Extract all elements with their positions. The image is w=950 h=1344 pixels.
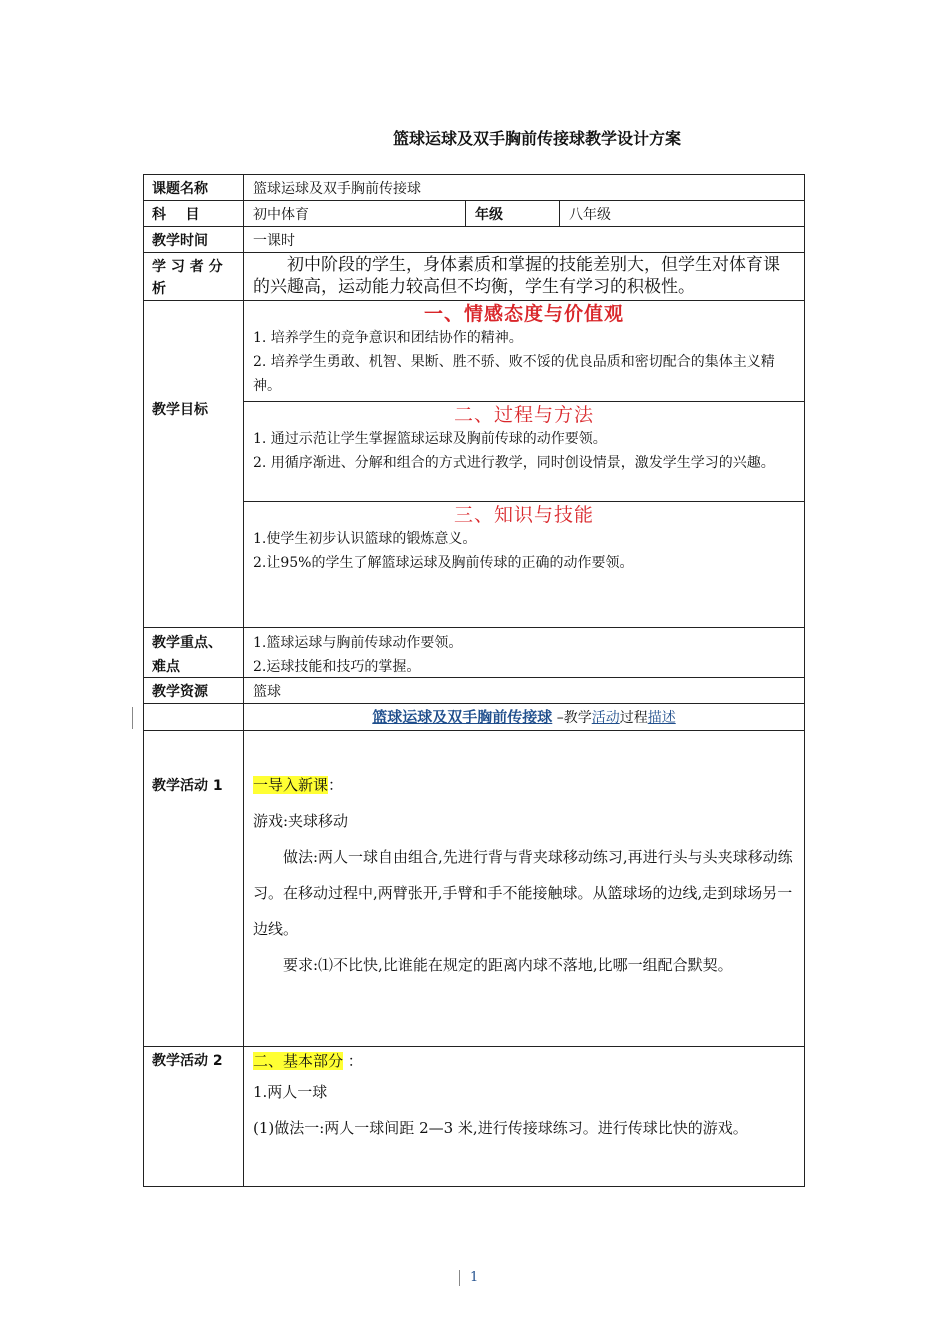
value-topic: 篮球运球及双手胸前传接球 (253, 181, 421, 197)
row-keypoints (143, 628, 805, 678)
label-grade: 年级 (466, 201, 560, 226)
process-link-activity[interactable]: 活动 (591, 710, 620, 726)
row-learner (143, 253, 805, 301)
goals-sec2-item: 1. 通过示范让学生掌握篮球运球及胸前传球的动作要领。 (253, 431, 607, 447)
document-title: 篮球运球及双手胸前传接球教学设计方案 (393, 129, 682, 148)
goals-sec2-item: 2. 用循序渐进、分解和组合的方式进行教学，同时创设情景，激发学生学习的兴趣。 (253, 455, 775, 471)
row-resources (143, 678, 805, 704)
process-title[interactable]: 篮球运球及双手胸前传接球 (372, 708, 553, 726)
label-resources: 教学资源 (144, 678, 244, 703)
row-subject (143, 201, 805, 227)
label-activity1: 教学活动 1 (144, 731, 244, 1046)
value-keypoints (244, 628, 804, 677)
label-learner-line2: 析 (152, 281, 166, 297)
goals-sec2 (244, 402, 804, 502)
goals-sec3-item: 1.使学生初步认识篮球的锻炼意义。 (253, 531, 477, 547)
row-activity2 (143, 1047, 805, 1187)
label-topic: 课题名称 (144, 175, 244, 200)
activity2-heading (253, 1047, 795, 1074)
activity1-heading-text: 一导入新课 (253, 776, 329, 794)
label-learner-line1: 学 习 者 分 (152, 259, 223, 275)
activity2-heading-colon: ： (343, 1052, 363, 1070)
label-goals: 教学目标 (144, 301, 244, 627)
process-dash: –教学 (552, 710, 592, 726)
goals-sec3-title: 三、知识与技能 (453, 504, 594, 526)
activity1-heading (253, 767, 795, 803)
label-process-empty (144, 704, 244, 730)
page-number: 1 (470, 1270, 479, 1285)
goals-sec1 (244, 301, 804, 402)
row-goals (143, 301, 805, 628)
process-header (244, 704, 804, 730)
value-activity1 (244, 731, 804, 1046)
value-activity2 (244, 1047, 804, 1186)
activity1-heading-colon: ： (328, 776, 344, 794)
row-process-header (143, 704, 805, 731)
label-subject: 科 目 (144, 201, 244, 226)
goals-sec1-item: 1. 培养学生的竞争意识和团结协作的精神。 (253, 330, 523, 346)
row-activity1 (143, 731, 805, 1047)
goals-sec3 (244, 502, 804, 627)
process-link-description[interactable]: 描述 (647, 710, 676, 726)
goals-sec3-item: 2.让95%的学生了解篮球运球及胸前传球的正确的动作要领。 (253, 555, 634, 571)
label-learner (144, 253, 244, 300)
goals-sec2-title: 二、过程与方法 (453, 404, 594, 426)
activity1-game: 游戏:夹球移动 (253, 812, 349, 830)
goals-sec1-item: 2. 培养学生勇敢、机智、果断、胜不骄、败不馁的优良品质和密切配合的集体主义精神。 (253, 354, 775, 394)
row-time (143, 227, 805, 253)
label-time: 教学时间 (144, 227, 244, 252)
process-word: 过程 (619, 710, 648, 726)
keypoint-item: 1.篮球运球与胸前传球动作要领。 (253, 635, 463, 651)
row-topic (143, 174, 805, 201)
activity2-line2: (1)做法一:两人一球间距 2—3 米,进行传接球练习。进行传球比快的游戏。 (253, 1119, 748, 1137)
value-subject: 初中体育 (244, 201, 466, 226)
label-keypoints-line1: 教学重点、 (152, 635, 222, 651)
margin-marker (132, 707, 133, 729)
value-time: 一课时 (253, 233, 295, 249)
label-keypoints (144, 628, 244, 677)
keypoint-item: 2.运球技能和技巧的掌握。 (253, 659, 421, 675)
label-activity2: 教学活动 2 (144, 1047, 244, 1186)
activity2-line1: 1.两人一球 (253, 1083, 328, 1101)
goals-sec1-title: 一、情感态度与价值观 (423, 303, 624, 325)
value-grade: 八年级 (569, 207, 611, 223)
activity1-method: 做法:两人一球自由组合,先进行背与背夹球移动练习,再进行头与头夹球移动练习。在移动过程中,两臂张开,手臂和手不能接触球。从篮球场的边线,走到球场另一边线。 (253, 848, 793, 938)
activity2-heading-text: 二、基本部分 (253, 1052, 344, 1070)
label-keypoints-line2: 难点 (152, 659, 180, 675)
learner-text: 初中阶段的学生，身体素质和掌握的技能差别大，但学生对体育课的兴趣高，运动能力较高但不均衡，学生有学习的积极性。 (253, 255, 780, 297)
value-learner (244, 253, 804, 300)
page-number-divider (459, 1270, 460, 1286)
activity1-requirement: 要求:⑴不比快,比谁能在规定的距离内球不落地,比哪一组配合默契。 (283, 956, 733, 974)
value-resources: 篮球 (253, 684, 281, 700)
